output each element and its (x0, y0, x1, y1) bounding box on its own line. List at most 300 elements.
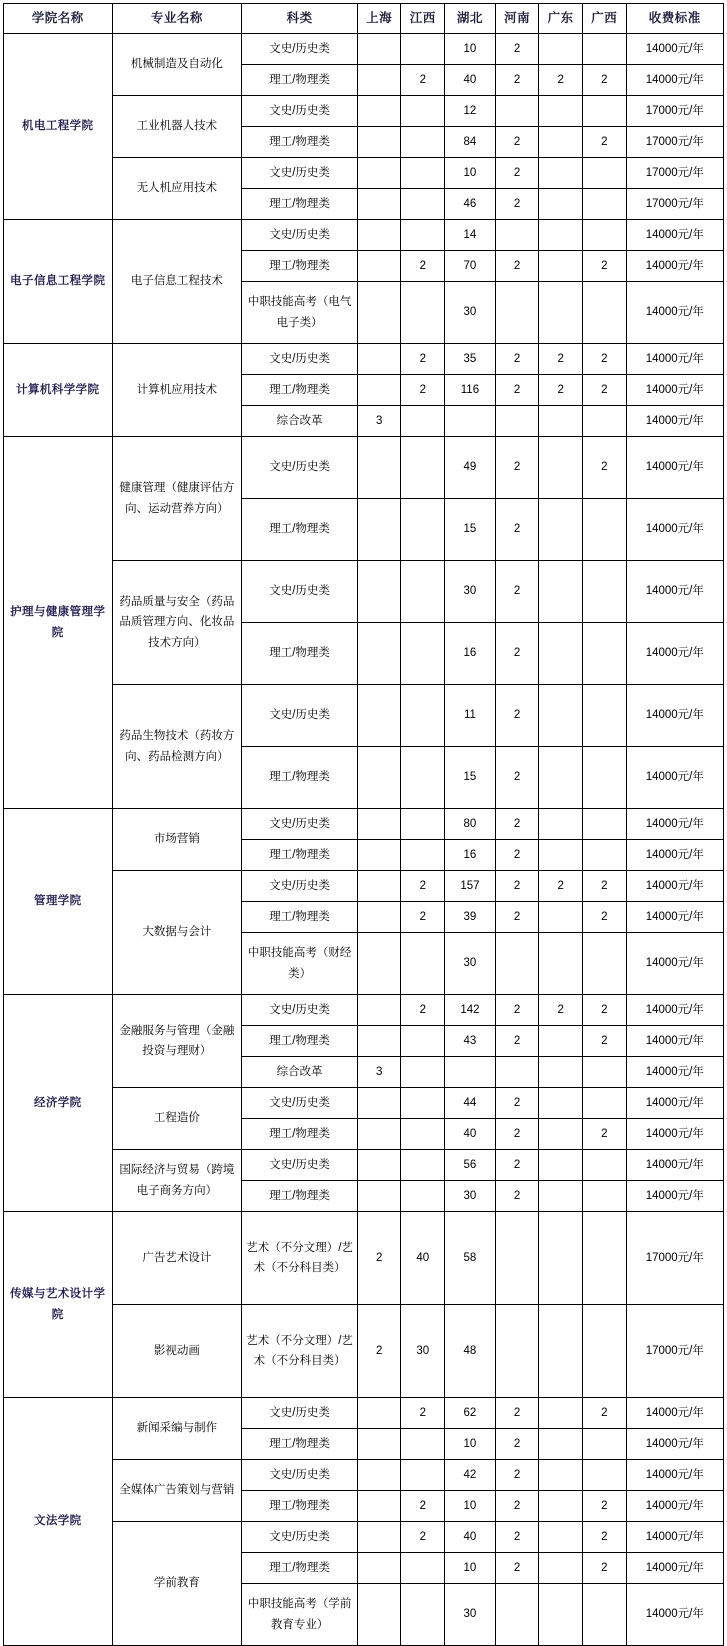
table-row (4, 871, 724, 902)
tuition-fee-cell: 14000元/年 (626, 1119, 723, 1150)
quota-cell-guangxi (582, 158, 626, 189)
table-row (4, 1088, 724, 1119)
subject-category-cell: 文史/历史类 (242, 34, 358, 65)
tuition-fee-cell: 17000元/年 (626, 1305, 723, 1398)
quota-cell-guangxi (582, 1150, 626, 1181)
subject-category-cell: 文史/历史类 (242, 1088, 358, 1119)
quota-cell-henan: 2 (495, 1522, 539, 1553)
quota-cell-hubei: 35 (445, 344, 496, 375)
quota-cell-jiangxi (401, 933, 445, 995)
tuition-fee-cell: 14000元/年 (626, 1522, 723, 1553)
quota-cell-shanghai (357, 1026, 401, 1057)
quota-cell-henan: 2 (495, 34, 539, 65)
quota-cell-henan: 2 (495, 840, 539, 871)
quota-cell-shanghai (357, 189, 401, 220)
major-name-cell: 健康管理（健康评估方向、运动营养方向） (112, 437, 242, 561)
quota-cell-shanghai (357, 685, 401, 747)
quota-cell-hubei: 12 (445, 96, 496, 127)
quota-cell-henan: 2 (495, 344, 539, 375)
tuition-fee-cell: 14000元/年 (626, 1088, 723, 1119)
table-row (4, 809, 724, 840)
quota-cell-shanghai (357, 809, 401, 840)
quota-cell-henan (495, 282, 539, 344)
quota-cell-guangdong (539, 840, 583, 871)
quota-cell-guangxi (582, 623, 626, 685)
quota-cell-hubei: 62 (445, 1398, 496, 1429)
quota-cell-jiangxi (401, 406, 445, 437)
quota-cell-hubei: 30 (445, 933, 496, 995)
quota-cell-guangdong (539, 127, 583, 158)
quota-cell-jiangxi (401, 437, 445, 499)
quota-cell-henan (495, 406, 539, 437)
major-name-cell: 新闻采编与制作 (112, 1398, 242, 1460)
quota-cell-guangxi (582, 1460, 626, 1491)
quota-cell-guangxi: 2 (582, 251, 626, 282)
college-name-cell: 传媒与艺术设计学院 (4, 1212, 113, 1398)
quota-cell-guangdong (539, 809, 583, 840)
admissions-plan-table (3, 3, 724, 1646)
tuition-fee-cell: 17000元/年 (626, 158, 723, 189)
quota-cell-guangdong: 2 (539, 375, 583, 406)
major-name-cell: 全媒体广告策划与营销 (112, 1460, 242, 1522)
quota-cell-hubei: 30 (445, 282, 496, 344)
table-body (4, 34, 724, 1646)
quota-cell-henan: 2 (495, 1491, 539, 1522)
subject-category-cell: 理工/物理类 (242, 1491, 358, 1522)
column-header-guangdong: 广东 (539, 4, 583, 34)
subject-category-cell: 文史/历史类 (242, 561, 358, 623)
college-name-cell: 计算机科学学院 (4, 344, 113, 437)
quota-cell-shanghai (357, 1181, 401, 1212)
quota-cell-jiangxi: 2 (401, 375, 445, 406)
table-row (4, 995, 724, 1026)
quota-cell-jiangxi: 40 (401, 1212, 445, 1305)
tuition-fee-cell: 17000元/年 (626, 189, 723, 220)
quota-cell-guangdong (539, 623, 583, 685)
quota-cell-jiangxi (401, 1057, 445, 1088)
quota-cell-henan: 2 (495, 251, 539, 282)
major-name-cell: 电子信息工程技术 (112, 220, 242, 344)
quota-cell-jiangxi (401, 282, 445, 344)
major-name-cell: 国际经济与贸易（跨境电子商务方向） (112, 1150, 242, 1212)
quota-cell-henan: 2 (495, 561, 539, 623)
tuition-fee-cell: 14000元/年 (626, 1584, 723, 1646)
quota-cell-guangxi (582, 1181, 626, 1212)
quota-cell-jiangxi (401, 1181, 445, 1212)
tuition-fee-cell: 14000元/年 (626, 1460, 723, 1491)
quota-cell-hubei: 80 (445, 809, 496, 840)
quota-cell-jiangxi (401, 1150, 445, 1181)
subject-category-cell: 文史/历史类 (242, 1522, 358, 1553)
quota-cell-guangxi: 2 (582, 127, 626, 158)
major-name-cell: 工程造价 (112, 1088, 242, 1150)
table-row (4, 1150, 724, 1181)
quota-cell-jiangxi (401, 1553, 445, 1584)
quota-cell-jiangxi (401, 1088, 445, 1119)
table-row (4, 1305, 724, 1398)
quota-cell-shanghai (357, 933, 401, 995)
quota-cell-jiangxi (401, 747, 445, 809)
quota-cell-guangdong (539, 902, 583, 933)
quota-cell-shanghai (357, 1553, 401, 1584)
quota-cell-guangdong (539, 406, 583, 437)
quota-cell-shanghai: 3 (357, 1057, 401, 1088)
quota-cell-jiangxi (401, 1119, 445, 1150)
quota-cell-guangdong (539, 1584, 583, 1646)
tuition-fee-cell: 14000元/年 (626, 282, 723, 344)
quota-cell-guangdong (539, 1491, 583, 1522)
quota-cell-henan: 2 (495, 1460, 539, 1491)
quota-cell-shanghai (357, 282, 401, 344)
subject-category-cell: 文史/历史类 (242, 344, 358, 375)
tuition-fee-cell: 14000元/年 (626, 1429, 723, 1460)
subject-category-cell: 文史/历史类 (242, 96, 358, 127)
quota-cell-shanghai (357, 65, 401, 96)
subject-category-cell: 文史/历史类 (242, 1460, 358, 1491)
major-name-cell: 金融服务与管理（金融投资与理财） (112, 995, 242, 1088)
quota-cell-hubei: 142 (445, 995, 496, 1026)
tuition-fee-cell: 17000元/年 (626, 127, 723, 158)
tuition-fee-cell: 14000元/年 (626, 809, 723, 840)
subject-category-cell: 文史/历史类 (242, 220, 358, 251)
subject-category-cell: 文史/历史类 (242, 1398, 358, 1429)
quota-cell-jiangxi: 2 (401, 344, 445, 375)
quota-cell-henan: 2 (495, 871, 539, 902)
quota-cell-shanghai (357, 1150, 401, 1181)
tuition-fee-cell: 14000元/年 (626, 499, 723, 561)
quota-cell-hubei: 16 (445, 840, 496, 871)
tuition-fee-cell: 14000元/年 (626, 251, 723, 282)
quota-cell-jiangxi: 2 (401, 65, 445, 96)
quota-cell-henan: 2 (495, 685, 539, 747)
subject-category-cell: 艺术（不分文理）/艺术（不分科目类） (242, 1212, 358, 1305)
quota-cell-jiangxi (401, 1026, 445, 1057)
quota-cell-guangdong: 2 (539, 871, 583, 902)
quota-cell-jiangxi (401, 561, 445, 623)
quota-cell-guangdong: 2 (539, 995, 583, 1026)
quota-cell-jiangxi (401, 189, 445, 220)
table-row (4, 1522, 724, 1553)
quota-cell-hubei: 116 (445, 375, 496, 406)
subject-category-cell: 理工/物理类 (242, 251, 358, 282)
quota-cell-guangxi (582, 406, 626, 437)
quota-cell-guangdong (539, 1057, 583, 1088)
quota-cell-guangxi (582, 1584, 626, 1646)
subject-category-cell: 理工/物理类 (242, 902, 358, 933)
quota-cell-jiangxi: 2 (401, 995, 445, 1026)
quota-cell-henan: 2 (495, 65, 539, 96)
quota-cell-guangdong (539, 1181, 583, 1212)
quota-cell-jiangxi (401, 499, 445, 561)
column-header-jiangxi: 江西 (401, 4, 445, 34)
quota-cell-jiangxi: 2 (401, 1491, 445, 1522)
quota-cell-shanghai (357, 1398, 401, 1429)
quota-cell-hubei: 40 (445, 1119, 496, 1150)
quota-cell-henan: 2 (495, 995, 539, 1026)
tuition-fee-cell: 14000元/年 (626, 1026, 723, 1057)
quota-cell-hubei: 10 (445, 34, 496, 65)
quota-cell-henan (495, 1212, 539, 1305)
quota-cell-jiangxi (401, 220, 445, 251)
quota-cell-shanghai (357, 840, 401, 871)
quota-cell-shanghai (357, 96, 401, 127)
subject-category-cell: 中职技能高考（电气电子类） (242, 282, 358, 344)
subject-category-cell: 理工/物理类 (242, 623, 358, 685)
quota-cell-shanghai (357, 623, 401, 685)
quota-cell-guangxi: 2 (582, 1491, 626, 1522)
quota-cell-hubei: 10 (445, 1429, 496, 1460)
quota-cell-jiangxi: 2 (401, 1522, 445, 1553)
column-header-hubei: 湖北 (445, 4, 496, 34)
tuition-fee-cell: 14000元/年 (626, 406, 723, 437)
quota-cell-guangdong (539, 685, 583, 747)
quota-cell-guangxi (582, 933, 626, 995)
quota-cell-guangdong: 2 (539, 344, 583, 375)
quota-cell-henan: 2 (495, 158, 539, 189)
quota-cell-hubei (445, 1057, 496, 1088)
quota-cell-guangxi: 2 (582, 1522, 626, 1553)
quota-cell-hubei: 42 (445, 1460, 496, 1491)
quota-cell-guangxi: 2 (582, 344, 626, 375)
quota-cell-hubei: 15 (445, 747, 496, 809)
quota-cell-henan: 2 (495, 1429, 539, 1460)
table-row (4, 561, 724, 623)
quota-cell-jiangxi (401, 840, 445, 871)
header-row (4, 4, 724, 34)
subject-category-cell: 理工/物理类 (242, 65, 358, 96)
table-row (4, 1212, 724, 1305)
quota-cell-shanghai (357, 1522, 401, 1553)
table-row (4, 220, 724, 251)
quota-cell-guangxi: 2 (582, 65, 626, 96)
table-row (4, 1460, 724, 1491)
table-row (4, 437, 724, 499)
quota-cell-guangxi: 2 (582, 437, 626, 499)
quota-cell-shanghai (357, 902, 401, 933)
quota-cell-shanghai (357, 561, 401, 623)
quota-cell-henan: 2 (495, 127, 539, 158)
quota-cell-guangdong (539, 1150, 583, 1181)
quota-cell-guangdong (539, 561, 583, 623)
quota-cell-henan: 2 (495, 1150, 539, 1181)
subject-category-cell: 理工/物理类 (242, 375, 358, 406)
quota-cell-guangxi (582, 561, 626, 623)
quota-cell-guangxi: 2 (582, 1553, 626, 1584)
column-header-major: 专业名称 (112, 4, 242, 34)
quota-cell-guangxi (582, 840, 626, 871)
quota-cell-guangxi (582, 96, 626, 127)
subject-category-cell: 理工/物理类 (242, 1429, 358, 1460)
quota-cell-jiangxi (401, 158, 445, 189)
column-header-college: 学院名称 (4, 4, 113, 34)
quota-cell-guangxi (582, 747, 626, 809)
tuition-fee-cell: 14000元/年 (626, 995, 723, 1026)
subject-category-cell: 文史/历史类 (242, 809, 358, 840)
tuition-fee-cell: 14000元/年 (626, 1057, 723, 1088)
quota-cell-hubei: 10 (445, 158, 496, 189)
table-row (4, 158, 724, 189)
subject-category-cell: 艺术（不分文理）/艺术（不分科目类） (242, 1305, 358, 1398)
quota-cell-henan (495, 933, 539, 995)
quota-cell-guangxi (582, 809, 626, 840)
tuition-fee-cell: 14000元/年 (626, 375, 723, 406)
quota-cell-jiangxi (401, 623, 445, 685)
quota-cell-jiangxi (401, 1584, 445, 1646)
quota-cell-guangxi (582, 1088, 626, 1119)
tuition-fee-cell: 14000元/年 (626, 1181, 723, 1212)
subject-category-cell: 理工/物理类 (242, 1026, 358, 1057)
subject-category-cell: 文史/历史类 (242, 871, 358, 902)
subject-category-cell: 理工/物理类 (242, 127, 358, 158)
tuition-fee-cell: 14000元/年 (626, 34, 723, 65)
quota-cell-jiangxi: 2 (401, 902, 445, 933)
quota-cell-shanghai (357, 437, 401, 499)
quota-cell-guangdong (539, 1522, 583, 1553)
quota-cell-henan: 2 (495, 1398, 539, 1429)
table-row (4, 344, 724, 375)
table-row (4, 34, 724, 65)
major-name-cell: 机械制造及自动化 (112, 34, 242, 96)
major-name-cell: 广告艺术设计 (112, 1212, 242, 1305)
quota-cell-henan: 2 (495, 623, 539, 685)
subject-category-cell: 理工/物理类 (242, 840, 358, 871)
quota-cell-jiangxi (401, 1460, 445, 1491)
table-header (4, 4, 724, 34)
quota-cell-shanghai (357, 158, 401, 189)
quota-cell-shanghai (357, 127, 401, 158)
quota-cell-jiangxi: 2 (401, 251, 445, 282)
tuition-fee-cell: 14000元/年 (626, 220, 723, 251)
quota-cell-henan: 2 (495, 1119, 539, 1150)
quota-cell-guangdong (539, 747, 583, 809)
quota-cell-guangxi (582, 1212, 626, 1305)
quota-cell-hubei: 49 (445, 437, 496, 499)
quota-cell-guangxi (582, 1057, 626, 1088)
major-name-cell: 市场营销 (112, 809, 242, 871)
quota-cell-henan: 2 (495, 375, 539, 406)
major-name-cell: 大数据与会计 (112, 871, 242, 995)
quota-cell-shanghai (357, 871, 401, 902)
quota-cell-guangdong (539, 933, 583, 995)
quota-cell-guangdong (539, 1119, 583, 1150)
quota-cell-guangxi (582, 189, 626, 220)
quota-cell-jiangxi: 30 (401, 1305, 445, 1398)
quota-cell-jiangxi (401, 34, 445, 65)
quota-cell-hubei: 30 (445, 1584, 496, 1646)
tuition-fee-cell: 14000元/年 (626, 437, 723, 499)
college-name-cell: 经济学院 (4, 995, 113, 1212)
subject-category-cell: 文史/历史类 (242, 995, 358, 1026)
quota-cell-hubei: 39 (445, 902, 496, 933)
quota-cell-henan: 2 (495, 189, 539, 220)
quota-cell-hubei: 10 (445, 1553, 496, 1584)
subject-category-cell: 文史/历史类 (242, 685, 358, 747)
quota-cell-shanghai: 2 (357, 1212, 401, 1305)
quota-cell-shanghai (357, 375, 401, 406)
quota-cell-guangdong (539, 1212, 583, 1305)
quota-cell-hubei: 58 (445, 1212, 496, 1305)
column-header-guangxi: 广西 (582, 4, 626, 34)
tuition-fee-cell: 14000元/年 (626, 623, 723, 685)
subject-category-cell: 综合改革 (242, 406, 358, 437)
tuition-fee-cell: 14000元/年 (626, 871, 723, 902)
quota-cell-jiangxi: 2 (401, 1398, 445, 1429)
quota-cell-henan: 2 (495, 1088, 539, 1119)
tuition-fee-cell: 14000元/年 (626, 344, 723, 375)
quota-cell-guangxi: 2 (582, 995, 626, 1026)
table-row (4, 685, 724, 747)
quota-cell-henan (495, 96, 539, 127)
tuition-fee-cell: 14000元/年 (626, 685, 723, 747)
major-name-cell: 药品质量与安全（药品品质管理方向、化妆品技术方向） (112, 561, 242, 685)
quota-cell-shanghai (357, 220, 401, 251)
quota-cell-guangdong (539, 282, 583, 344)
quota-cell-hubei: 30 (445, 561, 496, 623)
college-name-cell: 电子信息工程学院 (4, 220, 113, 344)
quota-cell-hubei: 44 (445, 1088, 496, 1119)
quota-cell-hubei: 43 (445, 1026, 496, 1057)
quota-cell-guangxi: 2 (582, 375, 626, 406)
quota-cell-guangxi: 2 (582, 871, 626, 902)
quota-cell-guangdong (539, 437, 583, 499)
quota-cell-hubei: 16 (445, 623, 496, 685)
quota-cell-guangxi (582, 1429, 626, 1460)
quota-cell-guangdong (539, 1305, 583, 1398)
quota-cell-shanghai: 3 (357, 406, 401, 437)
quota-cell-guangxi (582, 34, 626, 65)
subject-category-cell: 文史/历史类 (242, 158, 358, 189)
quota-cell-hubei: 11 (445, 685, 496, 747)
quota-cell-guangxi: 2 (582, 1119, 626, 1150)
tuition-fee-cell: 14000元/年 (626, 1398, 723, 1429)
quota-cell-guangxi (582, 499, 626, 561)
quota-cell-hubei: 40 (445, 65, 496, 96)
quota-cell-shanghai (357, 499, 401, 561)
quota-cell-henan: 2 (495, 902, 539, 933)
quota-cell-henan: 2 (495, 437, 539, 499)
quota-cell-henan: 2 (495, 1026, 539, 1057)
quota-cell-henan (495, 220, 539, 251)
quota-cell-shanghai (357, 1491, 401, 1522)
quota-cell-shanghai (357, 1429, 401, 1460)
quota-cell-hubei: 48 (445, 1305, 496, 1398)
subject-category-cell: 中职技能高考（财经类） (242, 933, 358, 995)
college-name-cell: 护理与健康管理学院 (4, 437, 113, 809)
column-header-henan: 河南 (495, 4, 539, 34)
major-name-cell: 计算机应用技术 (112, 344, 242, 437)
quota-cell-guangdong: 2 (539, 65, 583, 96)
major-name-cell: 影视动画 (112, 1305, 242, 1398)
quota-cell-guangdong (539, 1398, 583, 1429)
quota-cell-shanghai (357, 1088, 401, 1119)
quota-cell-guangdong (539, 1429, 583, 1460)
quota-cell-shanghai (357, 995, 401, 1026)
subject-category-cell: 理工/物理类 (242, 1181, 358, 1212)
tuition-fee-cell: 14000元/年 (626, 933, 723, 995)
college-name-cell: 管理学院 (4, 809, 113, 995)
subject-category-cell: 文史/历史类 (242, 437, 358, 499)
quota-cell-shanghai (357, 1119, 401, 1150)
quota-cell-jiangxi (401, 1429, 445, 1460)
quota-cell-guangdong (539, 251, 583, 282)
table-row (4, 1398, 724, 1429)
quota-cell-guangxi: 2 (582, 1398, 626, 1429)
quota-cell-guangdong (539, 1553, 583, 1584)
quota-cell-henan: 2 (495, 1553, 539, 1584)
quota-cell-henan (495, 1305, 539, 1398)
column-header-fee: 收费标准 (626, 4, 723, 34)
quota-cell-hubei: 14 (445, 220, 496, 251)
